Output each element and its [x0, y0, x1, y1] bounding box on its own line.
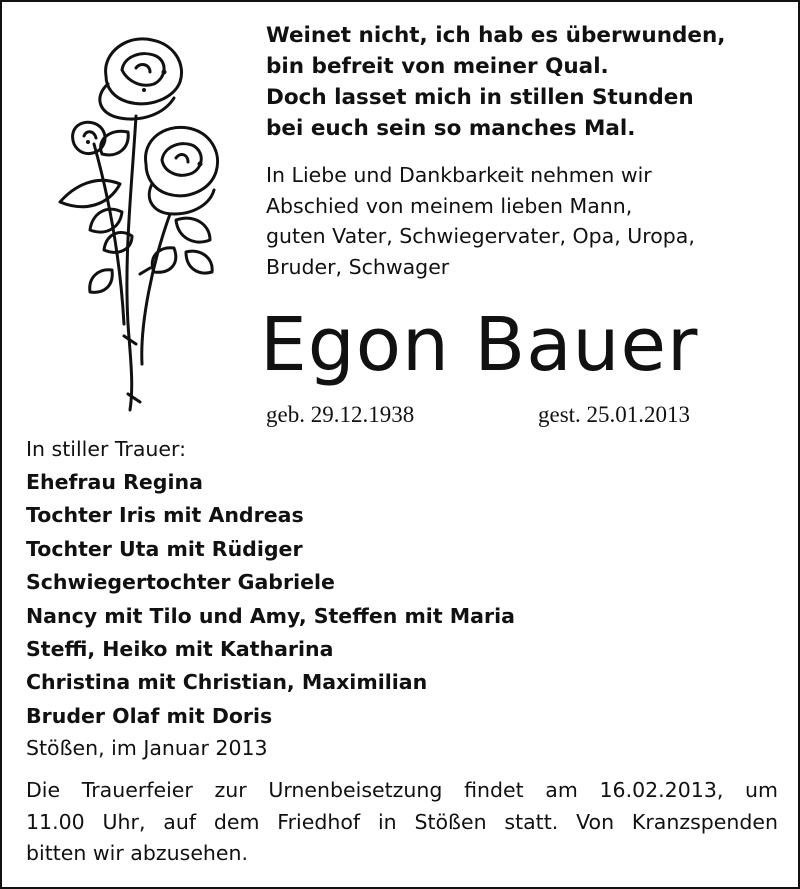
notice-line: bitten wir abzusehen.	[26, 841, 249, 865]
mourner-item: Bruder Olaf mit Doris	[26, 703, 273, 728]
poem-line: Doch lasset mich in stillen Stunden	[266, 85, 694, 110]
mourner-item: Christina mit Christian, Maximilian	[26, 670, 428, 695]
death-date: gest. 25.01.2013	[538, 402, 691, 427]
intro-line: In Liebe und Dankbarkeit nehmen wir	[266, 163, 652, 187]
poem-verse	[266, 20, 786, 144]
mourner-item: Schwiegertochter Gabriele	[26, 570, 335, 595]
funeral-notice	[26, 775, 778, 870]
intro-line: Bruder, Schwager	[266, 254, 450, 279]
mourner-item: Tochter Uta mit Rüdiger	[26, 536, 303, 561]
intro-line: guten Vater, Schwiegervater, Opa, Uropa,	[266, 224, 695, 248]
intro-text	[266, 160, 786, 282]
mourner-item: Steffi, Heiko mit Katharina	[26, 637, 334, 662]
mourner-item: Ehefrau Regina	[26, 470, 203, 494]
rose-illustration	[24, 24, 234, 414]
mourners-list	[26, 466, 786, 733]
intro-line: Abschied von meinem lieben Mann,	[266, 193, 633, 218]
place-date: Stößen, im Januar 2013	[26, 736, 268, 760]
poem-line: Weinet nicht, ich hab es überwunden,	[266, 23, 726, 48]
mourner-item: Tochter Iris mit Andreas	[26, 503, 304, 528]
mourning-label: In stiller Trauer:	[26, 437, 186, 461]
poem-line: bin befreit von meiner Qual.	[266, 54, 609, 79]
deceased-name: Egon Bauer	[260, 302, 699, 388]
birth-date: geb. 29.12.1938	[266, 402, 415, 427]
notice-line: 11.00 Uhr, auf dem Friedhof in Stößen statt. Von Kranzspenden	[26, 809, 778, 834]
poem-line: bei euch sein so manches Mal.	[266, 116, 636, 141]
mourner-item: Nancy mit Tilo und Amy, Steffen mit Maria	[26, 603, 515, 628]
notice-line: Die Trauerfeier zur Urnenbeisetzung findet am 16.02.2013, um	[26, 778, 778, 802]
